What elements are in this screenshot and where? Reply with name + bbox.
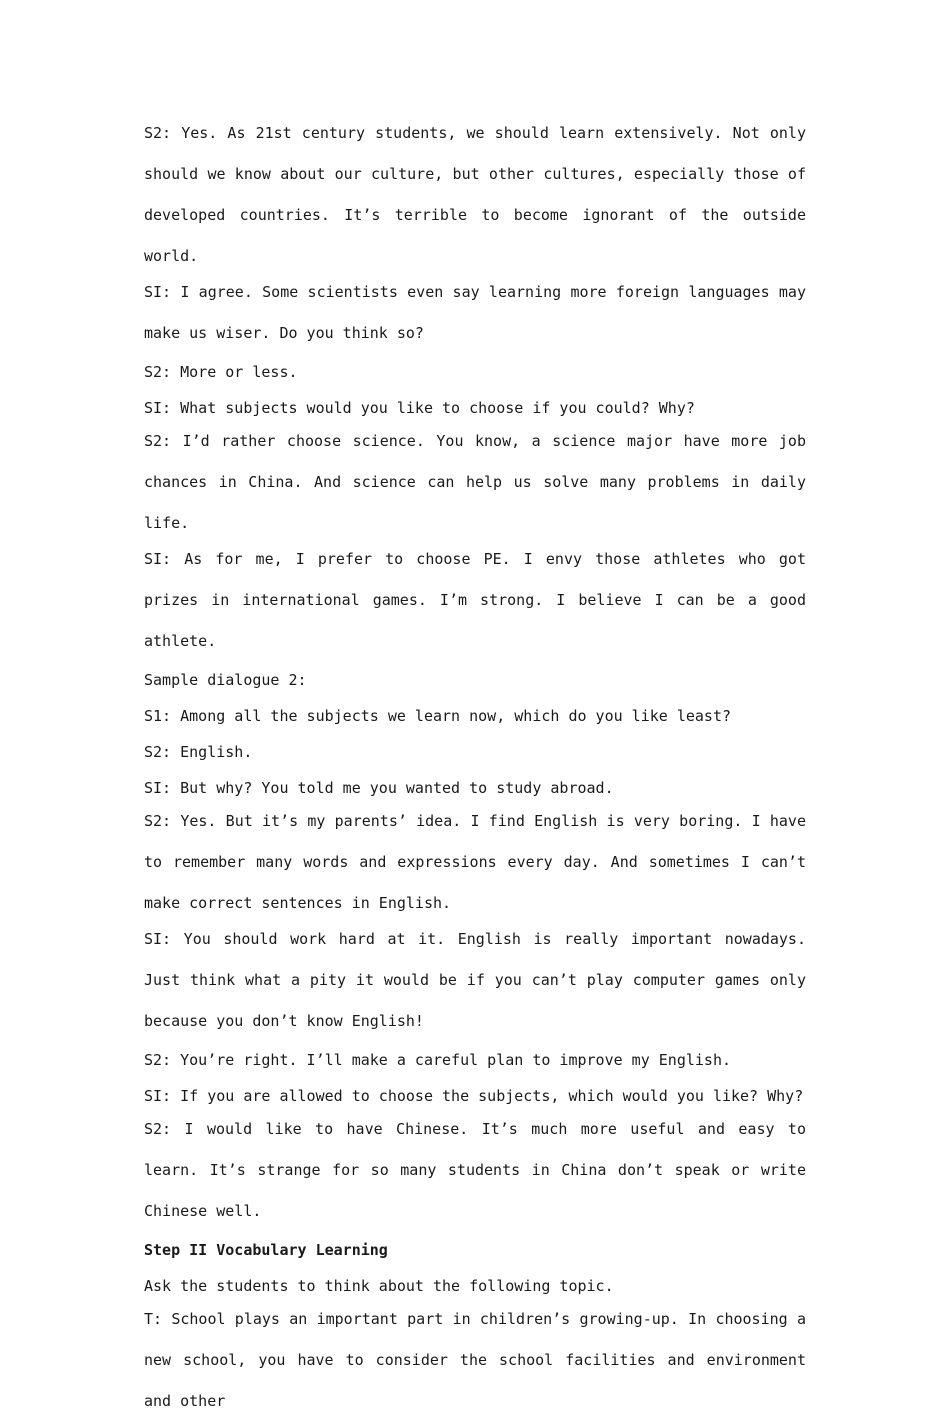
paragraph-s1-work-hard: SI: You should work hard at it. English is really important nowadays. Just think what a pity it would be if you can’t play computer games only because you don’t know English! [144,930,806,1030]
paragraph-s1-least: S1: Among all the subjects we learn now, which do you like least? [144,707,731,725]
paragraph-s1-agree: SI: I agree. Some scientists even say learning more foreign languages may make us wiser. Do you think so? [144,283,806,342]
paragraph-s2-chinese: S2: I would like to have Chinese. It’s much more useful and easy to learn. It’s strange for so many students in China don’t speak or write Chinese well. [144,1120,806,1220]
paragraph-s2-more-or-less: S2: More or less. [144,363,298,381]
section-heading: Step II Vocabulary Learning [144,1241,388,1259]
document-body [144,118,806,1422]
paragraph-s1-allowed: SI: If you are allowed to choose the subjects, which would you like? Why? [144,1087,804,1105]
paragraph-s2-science: S2: I’d rather choose science. You know, a science major have more job chances in China. And science can help us solve many problems in daily life. [144,432,806,532]
paragraph-s1-pe: SI: As for me, I prefer to choose PE. I envy those athletes who got prizes in international games. I’m strong. I believe I can be a good athlete. [144,550,806,650]
paragraph-s2-extensive: S2: Yes. As 21st century students, we should learn extensively. Not only should we know about our culture, but other cultures, especially those of developed countries. It’s terrible to become ignorant of the outside world. [144,124,806,265]
paragraph-instruction: Ask the students to think about the following topic. [144,1277,614,1295]
paragraph-s1-why: SI: But why? You told me you wanted to study abroad. [144,779,614,797]
paragraph-s1-subjects-question: SI: What subjects would you like to choose if you could? Why? [144,399,695,417]
sample-dialogue-label: Sample dialogue 2: [144,671,307,689]
paragraph-s2-boring: S2: Yes. But it’s my parents’ idea. I find English is very boring. I have to remember many words and expressions every day. And sometimes I can’t make correct sentences in English. [144,812,806,912]
paragraph-s2-english: S2: English. [144,743,253,761]
paragraph-s2-plan: S2: You’re right. I’ll make a careful plan to improve my English. [144,1051,731,1069]
paragraph-teacher-topic: T: School plays an important part in children’s growing-up. In choosing a new school, you have to consider the school facilities and environment and other [144,1310,806,1410]
